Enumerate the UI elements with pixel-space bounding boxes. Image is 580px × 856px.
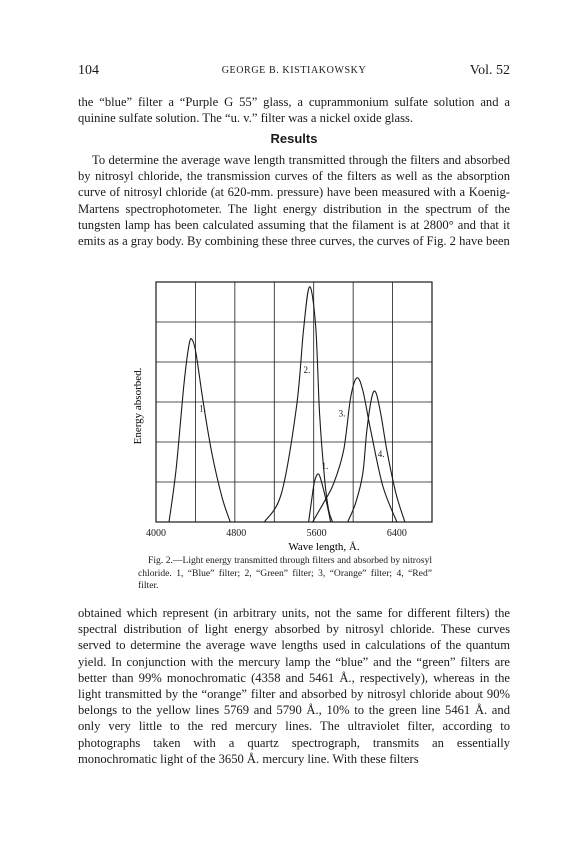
chart-grid	[156, 282, 432, 522]
curve-label: 1.	[199, 403, 206, 414]
x-tick-label: 5600	[306, 528, 327, 539]
figure-2	[78, 274, 510, 596]
series-curve-1	[169, 339, 230, 522]
curve-label: 3.	[338, 408, 346, 419]
intro-paragraph: the “blue” filter a “Purple G 55” glass, a cuprammonium sulfate solution and a quinine sulfate solution. The “u. v.” filter was a nickel oxide glass.	[78, 95, 510, 126]
volume-label: Vol. 52	[469, 63, 510, 78]
running-author: GEORGE B. KISTIAKOWSKY	[221, 65, 367, 76]
section-heading: Results	[270, 131, 318, 146]
x-axis-label: Wave length, Å.	[288, 541, 360, 553]
x-tick-label: 6400	[386, 528, 407, 539]
running-header	[78, 63, 510, 81]
series-curve-5	[309, 474, 331, 522]
curve-label: 1.	[321, 461, 329, 472]
curve-label: 2.	[303, 365, 311, 376]
x-tick-label: 4000	[146, 528, 166, 539]
curve-label: 4.	[377, 449, 385, 460]
energy-chart	[78, 274, 510, 554]
x-tick-label: 4800	[226, 528, 247, 539]
page-number: 104	[78, 63, 99, 78]
y-axis-label: Energy absorbed.	[132, 367, 144, 445]
closing-paragraph: obtained which represent (in arbitrary units, not the same for different filters) the spectral distribution of light energy absorbed by nitrosyl chloride. These curves served to determine the average wave lengths used in calculations of the quantum yield. In conjunction with the mercury lamp the “blue” and the “green” filters are better than 99% monochromatic (4358 and 5461 Å., respectively), whereas in the light transmitted by the “orange” filter and absorbed by nitrosyl chloride about 90% belongs to the yellow lines 5769 and 5790 Å., 10% to the green line 5461 Å. and only very little to the red mercury lines. The ultraviolet filter, according to photographs taken with a quartz spectrograph, transmits an essentially monochromatic light of the 3650 Å. mercury line. With these filters	[78, 606, 510, 766]
chart-annotations	[199, 365, 384, 471]
chart-ticks	[146, 528, 407, 539]
figure-caption: Fig. 2.—Light energy transmitted through filters and absorbed by nitrosyl chloride. 1, “Blue” filter; 2, “Green” filter; 3, “Orange” filter; 4, “Red” filter.	[138, 555, 432, 592]
results-paragraph: To determine the average wave length transmitted through the filters and absorbed by nitrosyl chloride, the transmission curves of the filters as well as the absorption curve of nitrosyl chloride (at 620-mm. pressure) have been measured with a Koenig-Martens spectrophotometer. The light energy distribution in the spectrum of the tungsten lamp has been calculated assuming that the filament is at 2800° and that it emits as a gray body. By combining these three curves, the curves of Fig. 2 have been	[78, 153, 510, 249]
